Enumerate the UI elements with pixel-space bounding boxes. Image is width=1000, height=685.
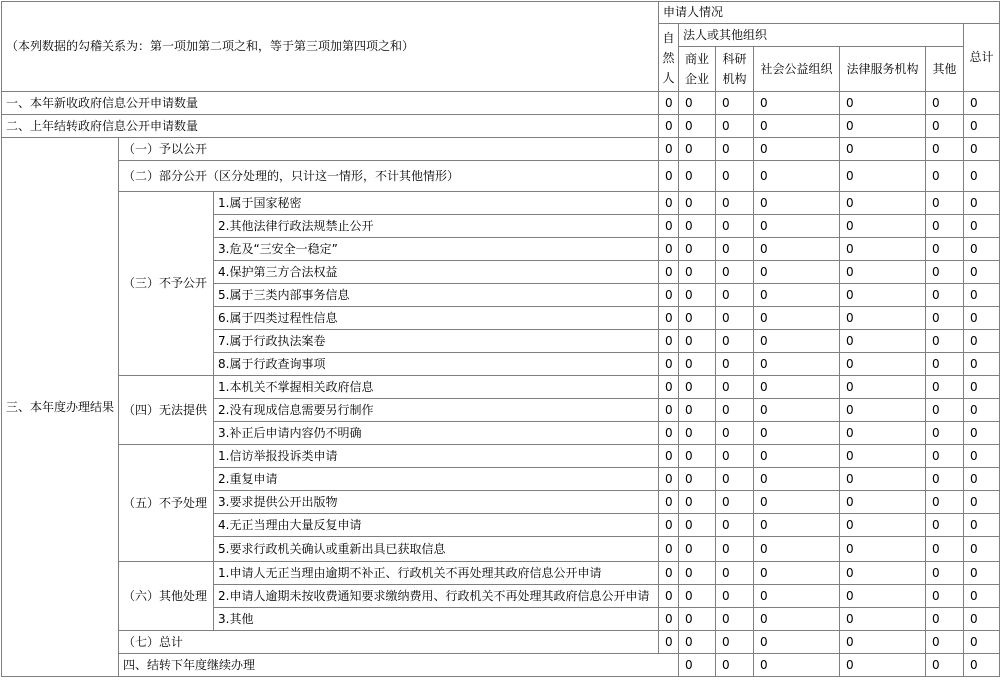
table-row <box>2 562 1000 585</box>
cell: 0 <box>926 654 964 677</box>
cell: 0 <box>840 307 926 330</box>
cell: 0 <box>716 376 754 399</box>
cell: 0 <box>840 608 926 631</box>
cell: 0 <box>754 161 840 192</box>
cell: 0 <box>840 399 926 422</box>
cell: 0 <box>964 514 1000 537</box>
row-label: 8.属于行政查询事项 <box>214 353 659 376</box>
cell: 0 <box>926 491 964 514</box>
cell: 0 <box>964 585 1000 608</box>
header-applicant-situation: 申请人情况 <box>659 2 1000 24</box>
cell: 0 <box>964 376 1000 399</box>
cell: 0 <box>926 138 964 161</box>
cell: 0 <box>964 307 1000 330</box>
cell: 0 <box>754 115 840 138</box>
cell: 0 <box>926 585 964 608</box>
cell: 0 <box>716 215 754 238</box>
table-row <box>2 115 1000 138</box>
cell: 0 <box>840 238 926 261</box>
cell: 0 <box>679 537 716 562</box>
row-label: 5.要求行政机关确认或重新出具已获取信息 <box>214 537 659 562</box>
cell: 0 <box>926 238 964 261</box>
row-label: 2.申请人逾期未按收费通知要求缴纳费用、行政机关不再处理其政府信息公开申请 <box>214 585 659 608</box>
cell: 0 <box>659 330 679 353</box>
table-row <box>2 192 1000 215</box>
cell: 0 <box>964 562 1000 585</box>
cell: 0 <box>840 654 926 677</box>
cell: 0 <box>754 608 840 631</box>
cell: 0 <box>964 422 1000 445</box>
row-label: 1.申请人无正当理由逾期不补正、行政机关不再处理其政府信息公开申请 <box>214 562 659 585</box>
cell: 0 <box>964 631 1000 654</box>
cell: 0 <box>926 307 964 330</box>
cell: 0 <box>754 468 840 491</box>
row-label: 3.补正后申请内容仍不明确 <box>214 422 659 445</box>
cell: 0 <box>716 537 754 562</box>
cell: 0 <box>679 562 716 585</box>
cell: 0 <box>926 631 964 654</box>
cell: 0 <box>964 353 1000 376</box>
cell: 0 <box>754 307 840 330</box>
row-label: 3.危及“三安全一稳定” <box>214 238 659 261</box>
cell: 0 <box>926 115 964 138</box>
cell: 0 <box>659 115 679 138</box>
cell: 0 <box>659 537 679 562</box>
cell: 0 <box>716 138 754 161</box>
cell: 0 <box>679 284 716 307</box>
cell: 0 <box>659 238 679 261</box>
cell: 0 <box>679 238 716 261</box>
cell: 0 <box>716 654 754 677</box>
cell: 0 <box>659 376 679 399</box>
cell: 0 <box>679 215 716 238</box>
cell: 0 <box>926 284 964 307</box>
cell: 0 <box>679 585 716 608</box>
cell: 0 <box>840 92 926 115</box>
cell: 0 <box>840 468 926 491</box>
row-label: （七）总计 <box>119 631 659 654</box>
cell: 0 <box>840 537 926 562</box>
cell: 0 <box>964 468 1000 491</box>
cell: 0 <box>926 92 964 115</box>
cell: 0 <box>840 514 926 537</box>
cell: 0 <box>679 445 716 468</box>
cell: 0 <box>926 399 964 422</box>
cell: 0 <box>754 353 840 376</box>
cell: 0 <box>926 161 964 192</box>
cell: 0 <box>926 330 964 353</box>
cell: 0 <box>840 215 926 238</box>
header-natural-person: 自 然 人 <box>659 24 679 92</box>
cell: 0 <box>754 192 840 215</box>
cell: 0 <box>964 284 1000 307</box>
cell: 0 <box>754 215 840 238</box>
cell: 0 <box>679 192 716 215</box>
cell: 0 <box>754 92 840 115</box>
row-label: 4.保护第三方合法权益 <box>214 261 659 284</box>
cell: 0 <box>926 608 964 631</box>
cell: 0 <box>840 491 926 514</box>
cell: 0 <box>659 284 679 307</box>
cell: 0 <box>716 261 754 284</box>
header-total: 总计 <box>964 24 1000 92</box>
cell: 0 <box>679 161 716 192</box>
table-row <box>2 161 1000 192</box>
cell: 0 <box>840 445 926 468</box>
row-label: 2.没有现成信息需要另行制作 <box>214 399 659 422</box>
cell: 0 <box>659 562 679 585</box>
cell: 0 <box>754 631 840 654</box>
row-label: 四、结转下年度继续办理 <box>119 654 679 677</box>
row-label: 2.重复申请 <box>214 468 659 491</box>
row-label: 三、本年度办理结果 <box>2 138 119 677</box>
cell: 0 <box>716 284 754 307</box>
cell: 0 <box>679 115 716 138</box>
cell: 0 <box>840 261 926 284</box>
header-research: 科研 机构 <box>716 47 754 92</box>
cell: 0 <box>926 215 964 238</box>
table-row <box>2 631 1000 654</box>
cell: 0 <box>754 562 840 585</box>
cell: 0 <box>716 608 754 631</box>
table-note: （本列数据的勾稽关系为：第一项加第二项之和，等于第三项加第四项之和） <box>2 2 659 92</box>
cell: 0 <box>926 445 964 468</box>
cell: 0 <box>754 238 840 261</box>
cell: 0 <box>840 192 926 215</box>
row-label: 7.属于行政执法案卷 <box>214 330 659 353</box>
cell: 0 <box>964 654 1000 677</box>
cell: 0 <box>716 422 754 445</box>
cell: 0 <box>659 514 679 537</box>
cell: 0 <box>754 330 840 353</box>
cell: 0 <box>659 608 679 631</box>
cell: 0 <box>679 468 716 491</box>
cell: 0 <box>716 514 754 537</box>
cell: 0 <box>679 514 716 537</box>
cell: 0 <box>754 261 840 284</box>
cell: 0 <box>964 161 1000 192</box>
cell: 0 <box>964 138 1000 161</box>
cell: 0 <box>679 491 716 514</box>
cell: 0 <box>659 353 679 376</box>
cell: 0 <box>964 92 1000 115</box>
table-row <box>2 92 1000 115</box>
cell: 0 <box>754 654 840 677</box>
cell: 0 <box>964 537 1000 562</box>
table-row <box>2 654 1000 677</box>
row-label: （三）不予公开 <box>119 192 214 376</box>
cell: 0 <box>840 138 926 161</box>
cell: 0 <box>716 192 754 215</box>
cell: 0 <box>716 353 754 376</box>
cell: 0 <box>679 654 716 677</box>
cell: 0 <box>679 631 716 654</box>
cell: 0 <box>679 608 716 631</box>
cell: 0 <box>754 138 840 161</box>
cell: 0 <box>926 192 964 215</box>
cell: 0 <box>754 376 840 399</box>
cell: 0 <box>840 631 926 654</box>
cell: 0 <box>716 468 754 491</box>
cell: 0 <box>659 445 679 468</box>
cell: 0 <box>679 92 716 115</box>
cell: 0 <box>679 307 716 330</box>
row-label: 3.要求提供公开出版物 <box>214 491 659 514</box>
row-label: 一、本年新收政府信息公开申请数量 <box>2 92 659 115</box>
cell: 0 <box>716 238 754 261</box>
cell: 0 <box>840 585 926 608</box>
cell: 0 <box>840 376 926 399</box>
cell: 0 <box>840 562 926 585</box>
row-label: （二）部分公开（区分处理的，只计这一情形，不计其他情形） <box>119 161 659 192</box>
cell: 0 <box>659 92 679 115</box>
cell: 0 <box>716 161 754 192</box>
cell: 0 <box>716 585 754 608</box>
cell: 0 <box>659 138 679 161</box>
cell: 0 <box>754 491 840 514</box>
cell: 0 <box>754 585 840 608</box>
cell: 0 <box>840 284 926 307</box>
cell: 0 <box>926 562 964 585</box>
cell: 0 <box>840 115 926 138</box>
cell: 0 <box>926 353 964 376</box>
cell: 0 <box>659 399 679 422</box>
cell: 0 <box>659 261 679 284</box>
cell: 0 <box>659 161 679 192</box>
cell: 0 <box>964 261 1000 284</box>
row-label: （五）不予处理 <box>119 445 214 562</box>
cell: 0 <box>679 353 716 376</box>
cell: 0 <box>964 399 1000 422</box>
cell: 0 <box>964 330 1000 353</box>
header-commercial: 商业 企业 <box>679 47 716 92</box>
cell: 0 <box>679 330 716 353</box>
row-label: 1.属于国家秘密 <box>214 192 659 215</box>
row-label: 二、上年结转政府信息公开申请数量 <box>2 115 659 138</box>
table-row <box>2 138 1000 161</box>
cell: 0 <box>716 307 754 330</box>
cell: 0 <box>754 445 840 468</box>
cell: 0 <box>716 330 754 353</box>
cell: 0 <box>716 491 754 514</box>
row-label: 4.无正当理由大量反复申请 <box>214 514 659 537</box>
cell: 0 <box>840 161 926 192</box>
cell: 0 <box>716 399 754 422</box>
cell: 0 <box>659 192 679 215</box>
cell: 0 <box>716 92 754 115</box>
cell: 0 <box>659 491 679 514</box>
header-legal-person-group: 法人或其他组织 <box>679 24 964 47</box>
cell: 0 <box>659 631 679 654</box>
cell: 0 <box>926 514 964 537</box>
header-social-welfare: 社会公益组织 <box>754 47 840 92</box>
row-label: 6.属于四类过程性信息 <box>214 307 659 330</box>
row-label: 2.其他法律行政法规禁止公开 <box>214 215 659 238</box>
cell: 0 <box>964 445 1000 468</box>
cell: 0 <box>716 115 754 138</box>
cell: 0 <box>840 422 926 445</box>
cell: 0 <box>659 422 679 445</box>
cell: 0 <box>679 399 716 422</box>
cell: 0 <box>964 608 1000 631</box>
cell: 0 <box>840 353 926 376</box>
cell: 0 <box>754 422 840 445</box>
cell: 0 <box>679 138 716 161</box>
row-label: 3.其他 <box>214 608 659 631</box>
cell: 0 <box>840 330 926 353</box>
header-other: 其他 <box>926 47 964 92</box>
cell: 0 <box>754 537 840 562</box>
cell: 0 <box>926 422 964 445</box>
header-legal-service: 法律服务机构 <box>840 47 926 92</box>
cell: 0 <box>964 491 1000 514</box>
cell: 0 <box>659 307 679 330</box>
cell: 0 <box>716 562 754 585</box>
row-label: （四）无法提供 <box>119 376 214 445</box>
table-row <box>2 376 1000 399</box>
cell: 0 <box>659 468 679 491</box>
row-label: （一）予以公开 <box>119 138 659 161</box>
cell: 0 <box>754 514 840 537</box>
gov-info-disclosure-table <box>1 1 1000 677</box>
row-label: 1.信访举报投诉类申请 <box>214 445 659 468</box>
cell: 0 <box>679 422 716 445</box>
cell: 0 <box>964 215 1000 238</box>
cell: 0 <box>926 261 964 284</box>
row-label: （六）其他处理 <box>119 562 214 631</box>
row-label: 5.属于三类内部事务信息 <box>214 284 659 307</box>
cell: 0 <box>926 376 964 399</box>
cell: 0 <box>926 537 964 562</box>
cell: 0 <box>754 284 840 307</box>
cell: 0 <box>964 192 1000 215</box>
cell: 0 <box>964 115 1000 138</box>
cell: 0 <box>716 631 754 654</box>
cell: 0 <box>659 215 679 238</box>
cell: 0 <box>659 585 679 608</box>
row-label: 1.本机关不掌握相关政府信息 <box>214 376 659 399</box>
cell: 0 <box>716 445 754 468</box>
cell: 0 <box>964 238 1000 261</box>
cell: 0 <box>754 399 840 422</box>
cell: 0 <box>679 376 716 399</box>
cell: 0 <box>679 261 716 284</box>
cell: 0 <box>926 468 964 491</box>
table-row <box>2 445 1000 468</box>
